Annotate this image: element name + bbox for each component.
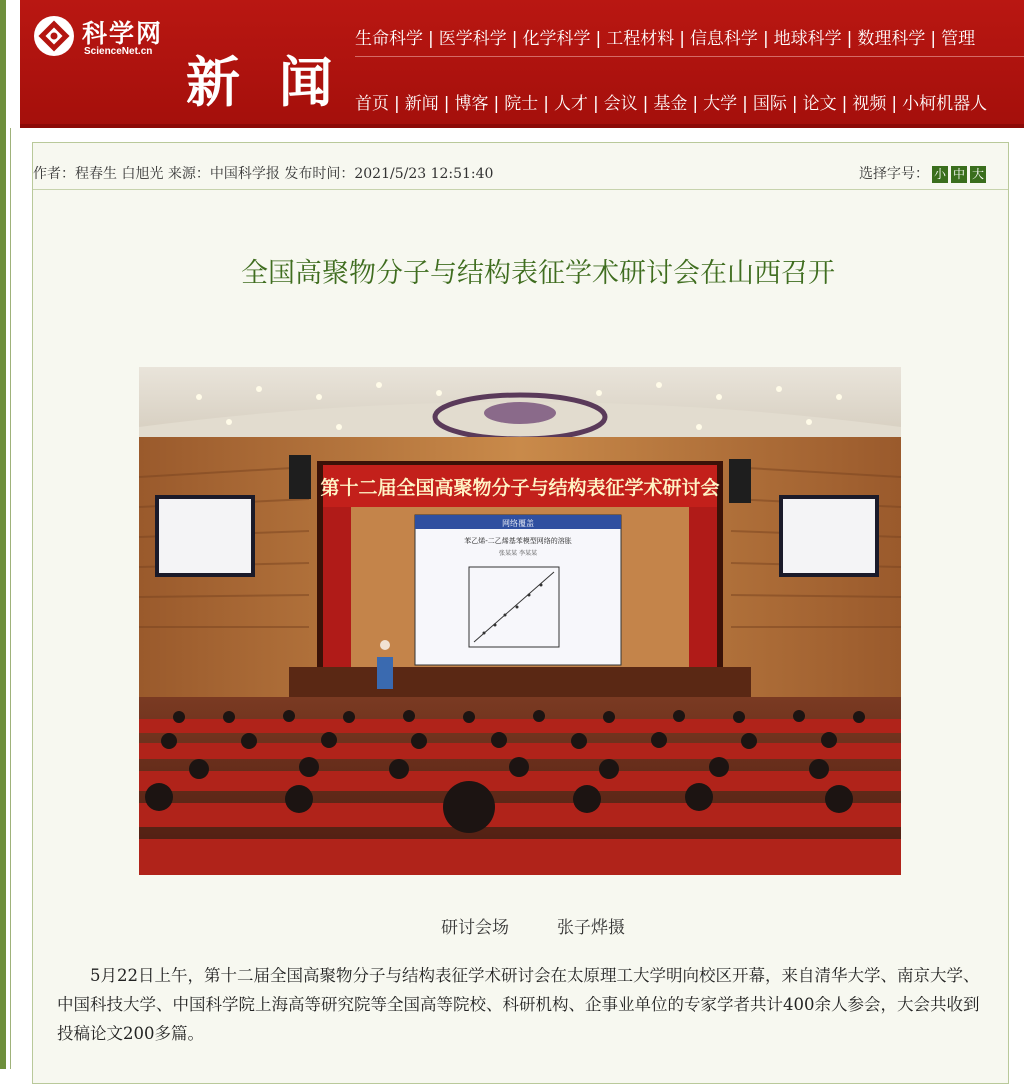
nav-separator: | <box>891 94 898 114</box>
nav-separator: | <box>595 29 602 49</box>
article-meta-bar <box>33 143 1008 190</box>
caption-credit: 张子烨摄 <box>557 918 625 938</box>
nav-main-item-5[interactable]: 会议 <box>603 94 638 114</box>
screen-authors: 张某某 李某某 <box>499 550 537 557</box>
conference-hall-illustration <box>139 367 901 875</box>
font-size-small-button[interactable]: 小 <box>933 167 946 181</box>
nav-main-item-2[interactable]: 博客 <box>454 94 489 114</box>
nav-separator: | <box>692 94 699 114</box>
nav-separator: | <box>846 29 853 49</box>
nav-main-item-10[interactable]: 视频 <box>852 94 887 114</box>
main-nav <box>355 89 987 114</box>
nav-discipline-item-1[interactable]: 医学科学 <box>438 29 507 49</box>
font-size-selector <box>859 163 986 183</box>
nav-separator: | <box>930 29 937 49</box>
font-size-medium-button[interactable]: 中 <box>952 167 965 181</box>
nav-main-item-0[interactable]: 首页 <box>355 94 389 114</box>
page-left-line <box>10 128 11 1069</box>
photo-caption <box>33 913 1024 938</box>
nav-separator: | <box>443 94 450 114</box>
font-size-large-button[interactable]: 大 <box>971 167 984 181</box>
nav-discipline-item-3[interactable]: 工程材料 <box>606 29 675 49</box>
article-meta: 作者：程春生 白旭光 来源：中国科学报 发布时间：2021/5/23 12:51:40 <box>33 166 494 182</box>
nav-main-item-8[interactable]: 国际 <box>752 94 787 114</box>
header-bottom-border <box>20 124 1024 128</box>
nav-divider <box>355 56 1024 57</box>
article-paragraph: 5月22日上午，第十二届全国高聚物分子与结构表征学术研讨会在太原理工大学明向校区开幕，来自清华大学、南京大学、中国科技大学、中国科学院上海高等研究院等全国高等院校、科研机构、企事业单位的专家学者共计400余人参会，大会共收到投稿论文200多篇。 <box>57 966 980 1043</box>
nav-separator: | <box>428 29 434 49</box>
caption-title: 研讨会场 <box>441 918 509 938</box>
nav-separator: | <box>742 94 748 114</box>
nav-discipline-item-2[interactable]: 化学科学 <box>522 29 591 49</box>
logo-english-text: ScienceNet.cn <box>84 46 153 57</box>
nav-separator: | <box>394 94 400 114</box>
nav-main-item-9[interactable]: 论文 <box>802 94 837 114</box>
stage-banner: 第十二届全国高聚物分子与结构表征学术研讨会 <box>320 477 720 499</box>
nav-main-item-1[interactable]: 新闻 <box>404 94 439 114</box>
site-header <box>20 0 1024 128</box>
nav-separator: | <box>762 29 769 49</box>
screen-heading: 网络覆盖 <box>502 519 534 528</box>
nav-separator: | <box>493 94 500 114</box>
logo-chinese-text: 科学网 <box>82 19 164 48</box>
nav-main-item-6[interactable]: 基金 <box>653 94 688 114</box>
page-left-rule <box>0 0 6 1069</box>
nav-discipline-item-5[interactable]: 地球科学 <box>773 29 842 49</box>
nav-main-item-7[interactable]: 大学 <box>703 94 738 114</box>
site-logo[interactable] <box>34 14 194 64</box>
nav-separator: | <box>543 94 549 114</box>
nav-discipline-item-0[interactable]: 生命科学 <box>355 29 423 49</box>
nav-separator: | <box>841 94 848 114</box>
section-title: 新 闻 <box>186 51 343 114</box>
font-size-label: 选择字号： <box>859 166 929 182</box>
nav-separator: | <box>592 94 599 114</box>
nav-separator: | <box>642 94 649 114</box>
nav-separator: | <box>679 29 685 49</box>
nav-main-item-4[interactable]: 人才 <box>553 94 588 114</box>
nav-main-item-11[interactable]: 小柯机器人 <box>902 94 988 114</box>
sciencenet-logo-icon <box>34 16 74 56</box>
screen-title: 苯乙烯-二乙烯基苯模型网络的溶胀 <box>464 537 572 545</box>
nav-discipline-item-6[interactable]: 数理科学 <box>857 29 926 49</box>
nav-separator: | <box>511 29 518 49</box>
nav-separator: | <box>791 94 798 114</box>
discipline-nav <box>355 24 975 49</box>
article-title: 全国高聚物分子与结构表征学术研讨会在山西召开 <box>241 258 835 289</box>
article-container <box>32 142 1009 1084</box>
nav-discipline-item-7[interactable]: 管理 <box>941 29 976 49</box>
nav-main-item-3[interactable]: 院士 <box>504 94 539 114</box>
nav-discipline-item-4[interactable]: 信息科学 <box>689 29 758 49</box>
conference-hall-photo <box>139 367 901 875</box>
